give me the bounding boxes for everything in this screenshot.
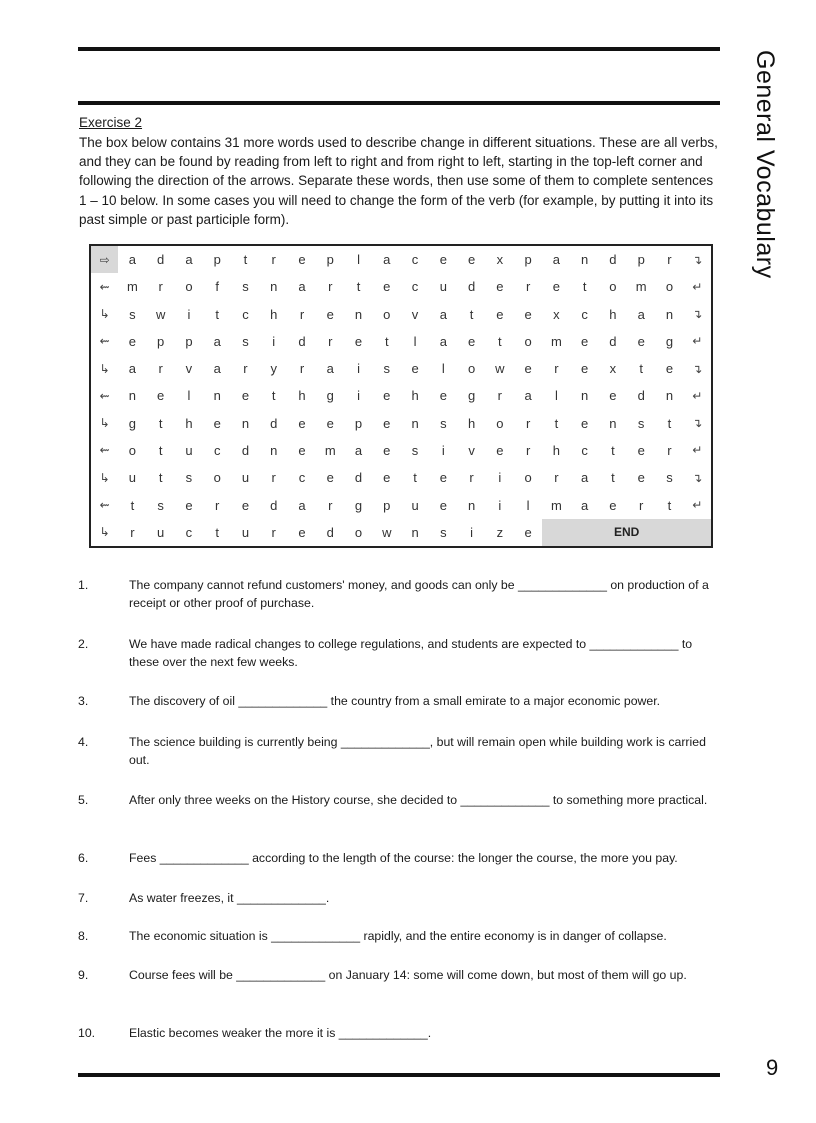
grid-letter: m bbox=[635, 279, 647, 295]
grid-letter: a bbox=[581, 497, 589, 513]
grid-row bbox=[90, 328, 712, 355]
grid-letter: i bbox=[498, 497, 502, 513]
grid-letter: u bbox=[411, 497, 419, 513]
grid-letter: o bbox=[609, 279, 617, 295]
question-2 bbox=[78, 635, 718, 671]
question-8 bbox=[78, 927, 718, 945]
question-number: 7. bbox=[78, 891, 89, 905]
row-end-arrow-icon: ↵ bbox=[692, 388, 703, 403]
grid-row bbox=[90, 301, 712, 328]
grid-letter: e bbox=[552, 279, 560, 295]
side-title: General Vocabulary bbox=[751, 50, 779, 279]
grid-letter: p bbox=[637, 252, 645, 268]
grid-letter: e bbox=[496, 442, 504, 458]
grid-end-label: END bbox=[542, 519, 712, 547]
grid-letter: e bbox=[609, 388, 617, 404]
question-number: 6. bbox=[78, 851, 89, 865]
grid-letter: v bbox=[468, 442, 475, 458]
grid-letter: t bbox=[215, 306, 219, 322]
grid-letter: t bbox=[611, 442, 615, 458]
grid-letter: d bbox=[326, 524, 334, 540]
grid-letter: r bbox=[639, 497, 644, 513]
grid-letter: c bbox=[213, 442, 221, 458]
grid-letter: a bbox=[326, 361, 334, 377]
grid-letter: o bbox=[665, 279, 674, 295]
grid-letter: d bbox=[270, 497, 278, 513]
grid-letter: z bbox=[496, 524, 504, 540]
grid-letter: r bbox=[469, 470, 474, 486]
grid-letter: y bbox=[270, 361, 277, 377]
grid-letter: r bbox=[554, 470, 559, 486]
grid-letter: i bbox=[357, 388, 360, 404]
grid-letter: t bbox=[469, 306, 474, 322]
grid-letter: a bbox=[128, 252, 137, 268]
question-text: After only three weeks on the History course, she decided to _____________ to something more practical. bbox=[129, 793, 708, 807]
grid-letter: s bbox=[411, 442, 419, 458]
grid-letter: a bbox=[383, 252, 391, 268]
grid-letter: p bbox=[185, 333, 193, 349]
grid-letter: l bbox=[357, 252, 360, 268]
row-start-arrow-icon: ↳ bbox=[99, 525, 110, 540]
grid-letter: r bbox=[328, 333, 333, 349]
grid-letter: t bbox=[215, 524, 219, 540]
question-number: 3. bbox=[78, 694, 89, 708]
grid-letter: o bbox=[185, 279, 193, 295]
grid-letter: t bbox=[243, 252, 248, 268]
exercise-instructions: The box below contains 31 more words used to describe change in different situations. These are all verbs, and they can be found by reading from left to right and from right to left, starting in the top-left corner and following the direction of the arrows. Separate these words, then use some of them to complete sentences 1 – 10 below. In some cases you will need to change the form of the verb (for example, by putting it into its past simple or past participle form). bbox=[79, 135, 718, 227]
question-text: Elastic becomes weaker the more it is _____________. bbox=[129, 1026, 432, 1040]
grid-letter: r bbox=[554, 361, 559, 377]
row-start-arrow-icon: ⇜ bbox=[99, 498, 110, 513]
question-5 bbox=[78, 791, 718, 809]
grid-letter: n bbox=[213, 388, 221, 404]
row-start-arrow-icon: ⇜ bbox=[99, 279, 110, 294]
grid-letter: e bbox=[609, 497, 617, 513]
grid-letter: d bbox=[270, 415, 278, 431]
question-9 bbox=[78, 966, 718, 984]
grid-letter: a bbox=[439, 306, 447, 322]
grid-letter: t bbox=[611, 470, 615, 486]
grid-letter: d bbox=[637, 388, 645, 404]
grid-letter: r bbox=[667, 252, 672, 268]
grid-letter: l bbox=[554, 388, 558, 404]
section-rule bbox=[78, 101, 720, 105]
row-end-arrow-icon: ↴ bbox=[692, 416, 703, 431]
grid-letter: g bbox=[128, 415, 137, 431]
grid-letter: a bbox=[439, 333, 447, 349]
grid-letter: d bbox=[467, 279, 476, 295]
grid-letter: a bbox=[128, 361, 137, 377]
grid-letter: n bbox=[411, 415, 419, 431]
grid-letter: x bbox=[609, 361, 617, 377]
grid-letter: n bbox=[270, 279, 278, 295]
question-4 bbox=[78, 733, 718, 769]
grid-letter: e bbox=[467, 252, 476, 268]
question-number: 4. bbox=[78, 735, 89, 749]
grid-letter: n bbox=[128, 388, 137, 404]
question-number: 5. bbox=[78, 793, 89, 807]
grid-letter: e bbox=[637, 470, 645, 486]
question-6 bbox=[78, 849, 718, 867]
grid-letter: p bbox=[213, 252, 221, 268]
grid-letter: i bbox=[272, 333, 276, 349]
grid-letter: e bbox=[581, 415, 589, 431]
grid-letter: m bbox=[324, 442, 336, 458]
grid-letter: v bbox=[185, 361, 193, 377]
question-text: The economic situation is _____________ rapidly, and the entire economy is in danger of collapse. bbox=[129, 929, 667, 943]
grid-letter: e bbox=[467, 333, 476, 349]
grid-letter: e bbox=[298, 524, 306, 540]
grid-row bbox=[90, 410, 712, 437]
grid-letter: e bbox=[383, 388, 391, 404]
grid-letter: r bbox=[271, 252, 276, 268]
grid-letter: e bbox=[383, 279, 391, 295]
grid-letter: r bbox=[299, 306, 305, 322]
grid-letter: n bbox=[270, 442, 278, 458]
grid-letter: a bbox=[185, 252, 193, 268]
grid-letter: d bbox=[609, 252, 617, 268]
grid-letter: s bbox=[666, 470, 673, 486]
grid-letter: d bbox=[241, 442, 250, 458]
grid-letter: a bbox=[524, 388, 532, 404]
question-number: 1. bbox=[78, 578, 89, 592]
grid-letter: d bbox=[609, 333, 617, 349]
question-number: 10. bbox=[78, 1026, 96, 1040]
grid-letter: e bbox=[637, 442, 645, 458]
grid-row bbox=[90, 245, 712, 273]
question-number: 2. bbox=[78, 637, 89, 651]
grid-letter: n bbox=[581, 252, 589, 268]
grid-letter: h bbox=[552, 442, 560, 458]
grid-letter: e bbox=[326, 306, 334, 322]
question-text: We have made radical changes to college regulations, and students are expected to _____________ to these over the next few weeks. bbox=[129, 637, 693, 669]
grid-letter: u bbox=[241, 524, 250, 540]
grid-letter: r bbox=[215, 497, 220, 513]
grid-letter: m bbox=[550, 333, 562, 349]
row-start-arrow-icon: ⇜ bbox=[99, 388, 110, 403]
grid-letter: t bbox=[356, 279, 361, 295]
grid-letter: g bbox=[467, 388, 476, 404]
grid-letter: r bbox=[158, 279, 163, 295]
word-search-grid bbox=[89, 244, 713, 548]
grid-letter: r bbox=[271, 470, 276, 486]
grid-letter: m bbox=[550, 497, 562, 513]
grid-letter: t bbox=[130, 497, 135, 513]
grid-letter: g bbox=[665, 333, 674, 349]
grid-letter: f bbox=[215, 279, 219, 295]
grid-letter: n bbox=[665, 388, 674, 404]
grid-letter: t bbox=[384, 333, 389, 349]
grid-letter: r bbox=[130, 524, 135, 540]
question-1 bbox=[78, 576, 718, 612]
grid-letter: e bbox=[157, 388, 165, 404]
grid-letter: a bbox=[213, 361, 221, 377]
grid-letter: p bbox=[383, 497, 391, 513]
grid-letter: o bbox=[213, 470, 221, 486]
grid-letter: e bbox=[383, 415, 391, 431]
grid-letter: t bbox=[158, 470, 163, 486]
grid-letter: t bbox=[158, 442, 163, 458]
grid-letter: c bbox=[242, 306, 249, 322]
grid-letter: e bbox=[439, 252, 447, 268]
grid-letter: d bbox=[157, 252, 165, 268]
row-end-arrow-icon: ↴ bbox=[692, 252, 703, 267]
grid-letter: h bbox=[467, 415, 476, 431]
grid-letter: e bbox=[524, 524, 532, 540]
top-rule bbox=[78, 47, 720, 51]
grid-letter: w bbox=[382, 524, 392, 540]
grid-letter: s bbox=[242, 279, 249, 295]
grid-letter: e bbox=[439, 470, 447, 486]
grid-letter: n bbox=[609, 415, 617, 431]
grid-letter: e bbox=[213, 415, 221, 431]
grid-letter: i bbox=[498, 470, 502, 486]
grid-letter: g bbox=[326, 388, 334, 404]
grid-letter: e bbox=[241, 388, 250, 404]
grid-letter: a bbox=[637, 306, 645, 322]
grid-letter: e bbox=[637, 333, 645, 349]
grid-letter: w bbox=[495, 361, 505, 377]
grid-letter: r bbox=[525, 442, 531, 458]
grid-letter: x bbox=[553, 306, 560, 322]
grid-letter: r bbox=[667, 442, 672, 458]
grid-letter: u bbox=[185, 442, 193, 458]
row-start-arrow-icon: ⇜ bbox=[99, 443, 110, 458]
grid-letter: s bbox=[383, 361, 391, 377]
grid-letter: t bbox=[667, 497, 672, 513]
grid-letter: e bbox=[439, 497, 447, 513]
question-text: Course fees will be _____________ on January 14: some will come down, but most of them will go up. bbox=[129, 968, 687, 982]
grid-letter: a bbox=[581, 470, 589, 486]
grid-letter: e bbox=[326, 470, 334, 486]
grid-letter: e bbox=[241, 497, 250, 513]
row-end-arrow-icon: ↵ bbox=[692, 334, 703, 349]
grid-letter: i bbox=[357, 361, 360, 377]
grid-letter: c bbox=[185, 524, 193, 540]
row-start-arrow-icon: ↳ bbox=[99, 416, 110, 431]
grid-letter: h bbox=[185, 415, 193, 431]
row-end-arrow-icon: ↴ bbox=[692, 470, 703, 485]
grid-letter: e bbox=[185, 497, 193, 513]
row-start-arrow-icon: ↳ bbox=[99, 470, 110, 485]
grid-letter: g bbox=[354, 497, 363, 513]
grid-letter: w bbox=[155, 306, 166, 322]
grid-letter: r bbox=[158, 361, 163, 377]
grid-letter: e bbox=[496, 279, 504, 295]
grid-letter: e bbox=[298, 442, 306, 458]
grid-letter: l bbox=[413, 333, 417, 349]
grid-letter: e bbox=[354, 333, 363, 349]
grid-letter: r bbox=[525, 279, 531, 295]
grid-letter: h bbox=[411, 388, 419, 404]
grid-letter: s bbox=[637, 415, 645, 431]
grid-letter: l bbox=[187, 388, 191, 404]
question-10 bbox=[78, 1024, 718, 1042]
row-start-arrow-icon: ⇨ bbox=[90, 245, 118, 273]
grid-letter: t bbox=[582, 279, 587, 295]
grid-letter: e bbox=[298, 415, 306, 431]
grid-letter: l bbox=[526, 497, 530, 513]
grid-letter: t bbox=[639, 361, 643, 377]
grid-letter: e bbox=[383, 470, 391, 486]
grid-letter: c bbox=[298, 470, 306, 486]
grid-letter: s bbox=[440, 524, 447, 540]
grid-letter: r bbox=[497, 388, 503, 404]
row-end-arrow-icon: ↴ bbox=[692, 361, 703, 376]
grid-letter: r bbox=[328, 497, 333, 513]
grid-letter: u bbox=[241, 470, 250, 486]
grid-letter: d bbox=[298, 333, 306, 349]
grid-letter: e bbox=[298, 252, 306, 268]
grid-letter: c bbox=[581, 306, 588, 322]
question-7 bbox=[78, 889, 718, 907]
grid-letter: o bbox=[383, 306, 391, 322]
grid-letter: u bbox=[439, 279, 447, 295]
grid-letter: n bbox=[411, 524, 419, 540]
row-end-arrow-icon: ↵ bbox=[692, 498, 703, 513]
grid-row bbox=[90, 519, 712, 547]
question-text: Fees _____________ according to the length of the course: the longer the course, the more you pay. bbox=[129, 851, 678, 865]
grid-letter: t bbox=[413, 470, 417, 486]
grid-row bbox=[90, 355, 712, 382]
grid-letter: e bbox=[128, 333, 137, 349]
grid-letter: n bbox=[581, 388, 589, 404]
grid-letter: t bbox=[158, 415, 163, 431]
grid-letter: i bbox=[470, 524, 474, 540]
grid-letter: a bbox=[213, 333, 221, 349]
grid-letter: p bbox=[326, 252, 334, 268]
bottom-rule bbox=[78, 1073, 720, 1077]
grid-letter: r bbox=[243, 361, 248, 377]
grid-letter: e bbox=[524, 361, 532, 377]
grid-letter: o bbox=[524, 333, 532, 349]
grid-letter: s bbox=[242, 333, 249, 349]
grid-letter: u bbox=[128, 470, 137, 486]
question-3 bbox=[78, 692, 718, 710]
question-text: The company cannot refund customers' money, and goods can only be _____________ on production of a receipt or other proof of purchase. bbox=[129, 578, 709, 610]
grid-letter: v bbox=[411, 306, 419, 322]
exercise-heading: Exercise 2 bbox=[79, 115, 143, 130]
question-number: 9. bbox=[78, 968, 89, 982]
row-end-arrow-icon: ↴ bbox=[692, 307, 703, 322]
grid-letter: t bbox=[498, 333, 502, 349]
grid-letter: e bbox=[581, 333, 589, 349]
grid-letter: a bbox=[552, 252, 560, 268]
grid-letter: t bbox=[271, 388, 276, 404]
grid-letter: s bbox=[157, 497, 164, 513]
grid-letter: n bbox=[467, 497, 476, 513]
row-end-arrow-icon: ↵ bbox=[692, 279, 703, 294]
grid-row bbox=[90, 491, 712, 518]
question-text: The discovery of oil _____________ the country from a small emirate to a major economic power. bbox=[129, 694, 661, 708]
grid-letter: h bbox=[298, 388, 306, 404]
grid-letter: o bbox=[354, 524, 363, 540]
grid-letter: p bbox=[157, 333, 165, 349]
grid-letter: o bbox=[467, 361, 476, 377]
grid-letter: s bbox=[129, 306, 136, 322]
grid-letter: c bbox=[581, 442, 588, 458]
grid-row bbox=[90, 464, 712, 491]
grid-letter: e bbox=[326, 415, 334, 431]
question-number: 8. bbox=[78, 929, 89, 943]
grid-letter: o bbox=[496, 415, 504, 431]
grid-letter: a bbox=[298, 279, 306, 295]
grid-letter: e bbox=[524, 306, 532, 322]
grid-letter: e bbox=[411, 361, 419, 377]
grid-letter: e bbox=[383, 442, 391, 458]
row-start-arrow-icon: ↳ bbox=[99, 307, 110, 322]
question-text: As water freezes, it _____________. bbox=[129, 891, 330, 905]
grid-row bbox=[90, 273, 712, 300]
grid-letter: n bbox=[354, 306, 363, 322]
grid-letter: t bbox=[554, 415, 559, 431]
grid-letter: e bbox=[581, 361, 589, 377]
grid-letter: o bbox=[524, 470, 532, 486]
grid-letter: n bbox=[665, 306, 674, 322]
grid-letter: c bbox=[411, 252, 419, 268]
row-start-arrow-icon: ↳ bbox=[99, 361, 110, 376]
row-start-arrow-icon: ⇜ bbox=[99, 334, 110, 349]
question-text: The science building is currently being _____________, but will remain open while building work is carried out. bbox=[129, 735, 706, 767]
grid-letter: s bbox=[185, 470, 193, 486]
grid-row bbox=[90, 382, 712, 409]
grid-row bbox=[90, 437, 712, 464]
grid-letter: r bbox=[299, 361, 305, 377]
grid-letter: i bbox=[441, 442, 445, 458]
grid-letter: e bbox=[665, 361, 674, 377]
grid-letter: t bbox=[667, 415, 672, 431]
grid-letter: o bbox=[128, 442, 137, 458]
grid-letter: a bbox=[354, 442, 363, 458]
grid-letter: p bbox=[524, 252, 532, 268]
grid-letter: r bbox=[328, 279, 333, 295]
grid-letter: e bbox=[496, 306, 504, 322]
grid-letter: m bbox=[126, 279, 138, 295]
grid-letter: r bbox=[271, 524, 276, 540]
grid-letter: s bbox=[440, 415, 447, 431]
grid-letter: x bbox=[496, 252, 504, 268]
grid-letter: n bbox=[241, 415, 250, 431]
grid-letter: h bbox=[270, 306, 278, 322]
grid-letter: a bbox=[298, 497, 306, 513]
page-number: 9 bbox=[766, 1055, 779, 1080]
grid-letter: l bbox=[441, 361, 445, 377]
row-end-arrow-icon: ↵ bbox=[692, 443, 703, 458]
grid-letter: h bbox=[609, 306, 617, 322]
grid-letter: r bbox=[525, 415, 531, 431]
grid-letter: d bbox=[354, 470, 363, 486]
grid-letter: u bbox=[157, 524, 165, 540]
grid-letter: i bbox=[187, 306, 191, 322]
grid-letter: c bbox=[411, 279, 419, 295]
grid-letter: e bbox=[439, 388, 447, 404]
grid-letter: p bbox=[354, 415, 363, 431]
